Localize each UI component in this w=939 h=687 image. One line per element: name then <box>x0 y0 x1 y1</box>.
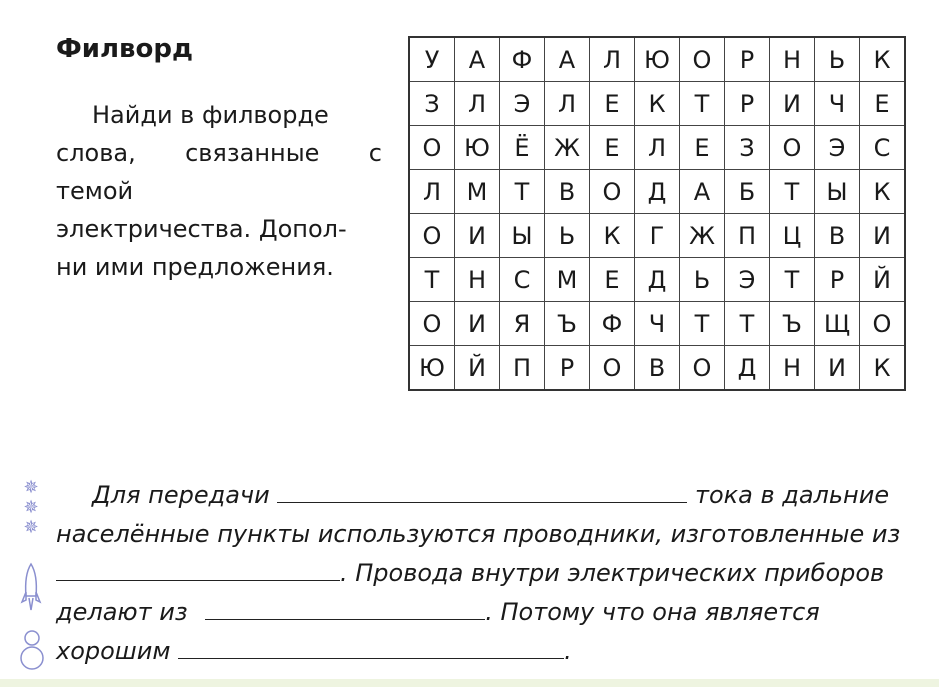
grid-cell[interactable]: Н <box>455 258 500 302</box>
grid-cell[interactable]: Т <box>680 302 725 346</box>
grid-cell[interactable]: З <box>725 126 770 170</box>
grid-cell[interactable]: И <box>815 346 860 391</box>
grid-cell[interactable]: К <box>635 82 680 126</box>
grid-cell[interactable]: Ы <box>815 170 860 214</box>
grid-cell[interactable]: Д <box>635 170 680 214</box>
side-decorations <box>16 478 46 538</box>
grid-cell[interactable]: Л <box>409 170 455 214</box>
grid-cell[interactable]: В <box>545 170 590 214</box>
grid-cell[interactable]: Э <box>725 258 770 302</box>
grid-cell[interactable]: Ф <box>500 37 545 82</box>
page-bottom-band <box>0 679 939 687</box>
grid-cell[interactable]: И <box>770 82 815 126</box>
grid-cell[interactable]: О <box>860 302 906 346</box>
snowflake-icon: ✵ <box>23 497 39 518</box>
grid-cell[interactable]: Е <box>590 258 635 302</box>
grid-cell[interactable]: К <box>860 346 906 391</box>
grid-cell[interactable]: Л <box>590 37 635 82</box>
answer-blank[interactable] <box>205 597 485 620</box>
grid-cell[interactable]: Т <box>770 170 815 214</box>
grid-cell[interactable]: Т <box>500 170 545 214</box>
grid-row <box>409 170 905 214</box>
fill-in-sentences <box>56 476 916 671</box>
grid-cell[interactable]: Ч <box>635 302 680 346</box>
grid-cell[interactable]: П <box>725 214 770 258</box>
answer-blank[interactable] <box>56 558 340 581</box>
grid-cell[interactable]: Р <box>815 258 860 302</box>
grid-cell[interactable]: Н <box>770 37 815 82</box>
snowflake-icon: ✵ <box>23 477 39 498</box>
grid-cell[interactable]: К <box>590 214 635 258</box>
grid-cell[interactable]: Ю <box>455 126 500 170</box>
grid-cell[interactable]: Л <box>635 126 680 170</box>
grid-cell[interactable]: Ч <box>815 82 860 126</box>
grid-cell[interactable]: Е <box>860 82 906 126</box>
grid-cell[interactable]: Ю <box>409 346 455 391</box>
grid-cell[interactable]: М <box>455 170 500 214</box>
grid-cell[interactable]: Т <box>725 302 770 346</box>
grid-cell[interactable]: П <box>500 346 545 391</box>
grid-cell[interactable]: А <box>455 37 500 82</box>
instructions-text <box>56 96 382 286</box>
grid-cell[interactable]: Ы <box>500 214 545 258</box>
grid-cell[interactable]: Ъ <box>545 302 590 346</box>
sentence-line: делают из . Потому что она является <box>56 598 820 626</box>
instructions-line: электричества. Допол- <box>56 215 347 243</box>
grid-cell[interactable]: Р <box>725 82 770 126</box>
grid-cell[interactable]: В <box>635 346 680 391</box>
grid-cell[interactable]: Ь <box>815 37 860 82</box>
grid-cell[interactable]: Р <box>725 37 770 82</box>
grid-cell[interactable]: О <box>770 126 815 170</box>
grid-cell[interactable]: О <box>409 126 455 170</box>
grid-cell[interactable]: К <box>860 37 906 82</box>
sentence-line: Для передачи тока в дальние <box>92 481 890 509</box>
grid-cell[interactable]: Щ <box>815 302 860 346</box>
grid-cell[interactable]: О <box>680 346 725 391</box>
grid-cell[interactable]: А <box>680 170 725 214</box>
grid-cell[interactable]: О <box>409 302 455 346</box>
grid-cell[interactable]: Ъ <box>770 302 815 346</box>
instructions-line: Найди в филворде <box>92 101 329 129</box>
grid-cell[interactable]: Ц <box>770 214 815 258</box>
grid-cell[interactable]: Я <box>500 302 545 346</box>
word-search-grid <box>408 36 906 391</box>
grid-cell[interactable]: Л <box>455 82 500 126</box>
grid-cell[interactable]: Д <box>725 346 770 391</box>
grid-row <box>409 37 905 82</box>
snowman-icon <box>20 628 44 672</box>
grid-cell[interactable]: Ф <box>590 302 635 346</box>
grid-cell[interactable]: Ж <box>680 214 725 258</box>
grid-cell[interactable]: Ь <box>545 214 590 258</box>
grid-cell[interactable]: Й <box>860 258 906 302</box>
grid-cell[interactable]: Т <box>680 82 725 126</box>
grid-cell[interactable]: О <box>680 37 725 82</box>
sentence-line: хорошим . <box>56 637 572 665</box>
grid-cell[interactable]: Д <box>635 258 680 302</box>
grid-cell[interactable]: О <box>590 170 635 214</box>
grid-cell[interactable]: З <box>409 82 455 126</box>
grid-cell[interactable]: Л <box>545 82 590 126</box>
grid-cell[interactable]: Ю <box>635 37 680 82</box>
grid-cell[interactable]: Э <box>815 126 860 170</box>
grid-cell[interactable]: Е <box>680 126 725 170</box>
grid-cell[interactable]: Б <box>725 170 770 214</box>
grid-cell[interactable]: С <box>500 258 545 302</box>
sentence-line: . Провода внутри электрических приборов <box>56 554 916 593</box>
grid-cell[interactable]: Г <box>635 214 680 258</box>
grid-cell[interactable]: О <box>409 214 455 258</box>
page-title: Филворд <box>56 34 193 64</box>
grid-cell[interactable]: Ж <box>545 126 590 170</box>
grid-row <box>409 258 905 302</box>
grid-cell[interactable]: Т <box>409 258 455 302</box>
grid-cell[interactable]: А <box>545 37 590 82</box>
grid-cell[interactable]: И <box>455 302 500 346</box>
grid-cell[interactable]: Ё <box>500 126 545 170</box>
grid-cell[interactable]: В <box>815 214 860 258</box>
grid-cell[interactable]: С <box>860 126 906 170</box>
grid-cell[interactable]: И <box>455 214 500 258</box>
rocket-icon <box>20 562 42 618</box>
grid-row <box>409 126 905 170</box>
grid-row <box>409 214 905 258</box>
instructions-line: слова, связанные с темой <box>56 139 382 205</box>
grid-cell[interactable]: Е <box>590 126 635 170</box>
grid-cell[interactable]: Р <box>545 346 590 391</box>
snowflake-icon: ✵ <box>23 517 39 538</box>
grid-cell[interactable]: М <box>545 258 590 302</box>
grid-row <box>409 82 905 126</box>
grid-cell[interactable]: У <box>409 37 455 82</box>
grid-cell[interactable]: Й <box>455 346 500 391</box>
grid-cell[interactable]: Э <box>500 82 545 126</box>
grid-row <box>409 346 905 391</box>
grid-cell[interactable]: Е <box>590 82 635 126</box>
grid-cell[interactable]: Ь <box>680 258 725 302</box>
grid-cell[interactable]: К <box>860 170 906 214</box>
grid-row <box>409 302 905 346</box>
instructions-line: ни ими предложения. <box>56 253 334 281</box>
grid-cell[interactable]: Т <box>770 258 815 302</box>
sentence-line: населённые пункты используются проводники, изготовленные из <box>56 520 901 548</box>
answer-blank[interactable] <box>178 636 564 659</box>
grid-cell[interactable]: И <box>860 214 906 258</box>
answer-blank[interactable] <box>277 480 687 503</box>
grid-cell[interactable]: О <box>590 346 635 391</box>
grid-cell[interactable]: Н <box>770 346 815 391</box>
